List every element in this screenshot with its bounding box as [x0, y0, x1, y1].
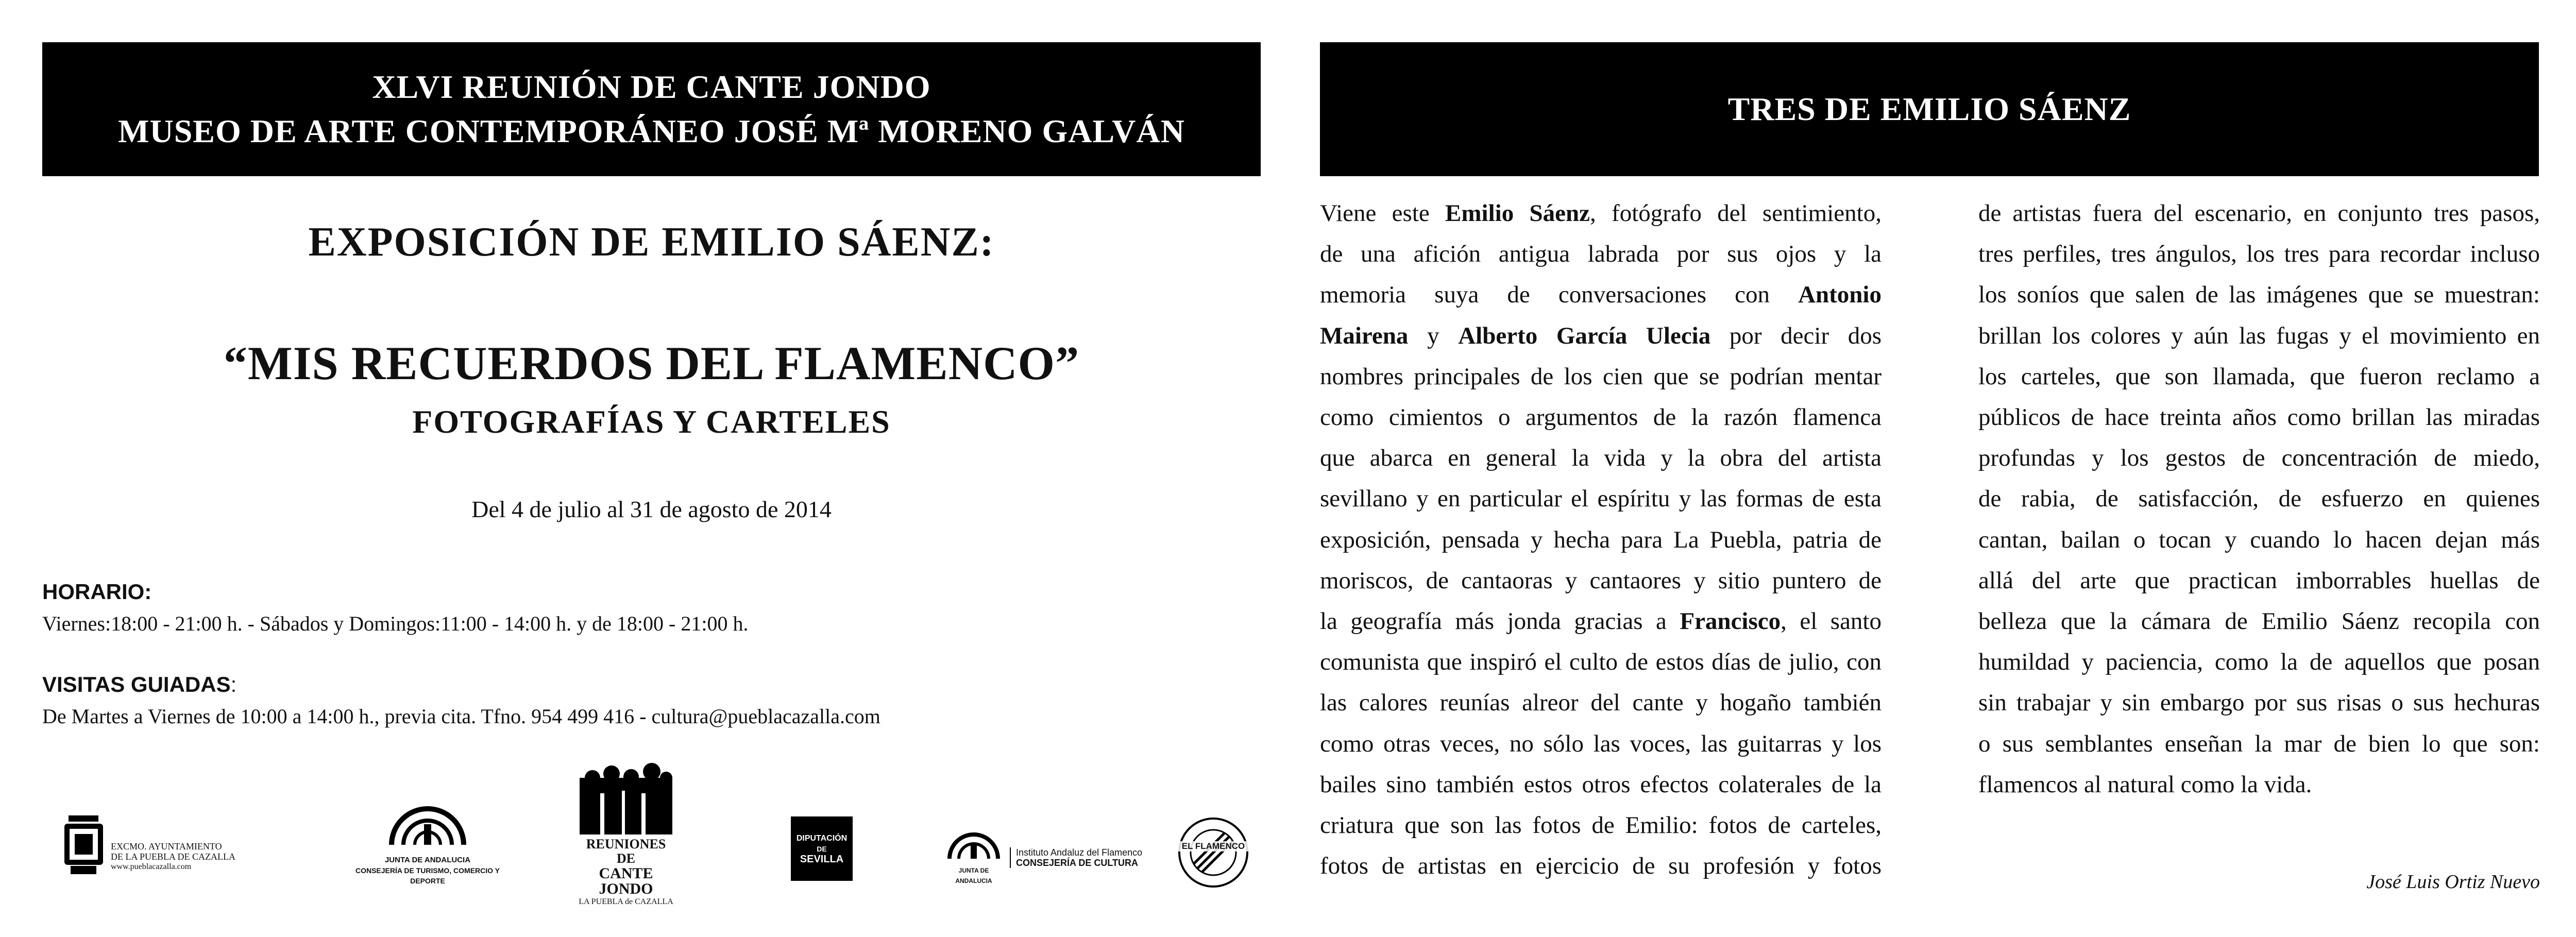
col2-line: humildad y paciencia, como la de aquellos que posan — [1978, 649, 2540, 676]
right-panel — [1319, 0, 2576, 937]
coat-of-arms-icon — [59, 811, 108, 878]
col1-line: como cimientos o argumentos de la razón flamenca — [1320, 404, 1882, 431]
junta-arch-small-icon — [945, 827, 1002, 863]
col1-line: bailes sino también estos otros efectos colaterales de la — [1320, 771, 1882, 798]
name-emilio-saenz: Emilio Sáenz — [1445, 200, 1590, 227]
junta-andalucia-turismo-logo — [350, 796, 505, 886]
name-alberto-garcia-ulecia: Alberto García Ulecia — [1458, 322, 1711, 349]
event-banner — [42, 42, 1261, 176]
col1-line: Viene este Emilio Sáenz, fotógrafo del sentimiento, — [1320, 200, 1882, 227]
col1-line: comunista que inspiró el culto de estos días de julio, con — [1320, 649, 1882, 676]
guided-visits-section — [42, 672, 1261, 728]
author-signature: José Luis Ortiz Nuevo — [2366, 871, 2540, 893]
col1-line: de una afición antigua labrada por sus ojos y la — [1320, 241, 1882, 268]
diputacion-line-3: SEVILLA — [800, 853, 844, 865]
instituto-line-2: CONSEJERÍA DE CULTURA — [1016, 858, 1139, 868]
ayuntamiento-line-1: EXCMO. AYUNTAMIENTO — [111, 841, 222, 851]
col2-line: los soníos que salen de las imágenes que se muestran: — [1978, 281, 2540, 309]
guided-visits-text: De Martes a Viernes de 10:00 a 14:00 h., previa cita. Tfno. 954 499 416 - cultura@pueblacazalla.com — [42, 705, 880, 728]
exhibition-title: “MIS RECUERDOS DEL FLAMENCO” — [223, 337, 1080, 389]
junta-arch-icon — [384, 796, 471, 853]
banner-line-2: MUSEO DE ARTE CONTEMPORÁNEO JOSÉ Mª MORENO GALVÁN — [118, 113, 1185, 149]
col2-line: o sus semblantes enseñan la mar de bien lo que son: — [1978, 730, 2540, 757]
col1-line: fotos de artistas en ejercicio de su profesión y fotos — [1320, 853, 1882, 880]
ayuntamiento-line-2: DE LA PUEBLA DE CAZALLA — [111, 851, 235, 862]
flamenco-seal-center: EL FLAMENCO — [1177, 841, 1249, 851]
reuniones-line-3: LA PUEBLA de CAZALLA — [579, 897, 673, 906]
col1-line: la geografía más jonda gracias a Francisco, el santo — [1320, 608, 1882, 635]
col1-line: sevillano y en particular el espíritu y las formas de esta — [1320, 485, 1882, 513]
col2-line: de rabia, de satisfacción, de esfuerzo en quienes — [1978, 485, 2540, 513]
col2-line: allá del arte que practican imborrables huellas de — [1978, 567, 2540, 594]
diputacion-sevilla-logo — [791, 816, 853, 881]
exhibition-dates: Del 4 de julio al 31 de agosto de 2014 — [471, 496, 832, 522]
singers-silhouette-icon — [580, 762, 672, 834]
col2-line: de artistas fuera del escenario, en conjunto tres pasos, — [1978, 200, 2540, 227]
col1-line: moriscos, de cantaoras y cantaores y sitio puntero de — [1320, 567, 1882, 594]
col1-line: Mairena y Alberto García Ulecia por decir dos — [1320, 322, 1882, 349]
schedule-text: Viernes:18:00 - 21:00 h. - Sábados y Domingos:11:00 - 14:00 h. y de 18:00 - 21:00 h. — [42, 612, 749, 635]
junta-small-name: JUNTA DE ANDALUCIA — [955, 867, 992, 884]
name-francisco: Francisco — [1680, 608, 1781, 635]
ayuntamiento-website: www.pueblacazalla.com — [111, 862, 192, 871]
col2-line: belleza que la cámara de Emilio Sáenz recopila con — [1978, 608, 2540, 635]
guided-visits-colon: : — [230, 672, 237, 696]
article-column-2 — [1978, 193, 2540, 805]
reuniones-line-2: CANTE JONDO — [599, 865, 653, 897]
col2-line: profundas y los gestos de concentración de miedo, — [1978, 445, 2540, 472]
diputacion-line-1: DIPUTACIÓN — [796, 833, 848, 843]
guided-visits-label-text: VISITAS GUIADAS — [42, 672, 231, 696]
diputacion-line-2: DE — [817, 844, 827, 853]
col1-line: criatura que son las fotos de Emilio: fotos de carteles, — [1320, 812, 1882, 839]
article-banner: TRES DE EMILIO SÁENZ — [1320, 42, 2539, 176]
junta-name: JUNTA DE ANDALUCIA — [384, 856, 471, 864]
exhibition-subtitle: FOTOGRAFÍAS Y CARTELES — [412, 403, 891, 440]
col1-line: que abarca en general la vida y la obra del artista — [1320, 445, 1882, 472]
instituto-line-1: Instituto Andaluz del Flamenco — [1016, 847, 1143, 858]
reuniones-line-1: REUNIONES DE — [586, 837, 666, 866]
col2-line: tres perfiles, tres ángulos, los tres para recordar incluso — [1978, 241, 2540, 268]
junta-department: CONSEJERÍA DE TURISMO, COMERCIO Y DEPORTE — [355, 866, 500, 885]
name-mairena: Mairena — [1320, 322, 1409, 349]
col2-line: flamencos al natural como la vida. — [1978, 771, 2312, 798]
col2-line: cantan, bailan o tocan y cuando lo hacen dejan más — [1978, 526, 2540, 553]
col2-line: sin trabajar y sin embargo por sus risas o sus hechuras — [1978, 689, 2540, 717]
name-antonio: Antonio — [1798, 281, 1882, 309]
flamenco-seal-icon — [1177, 816, 1249, 889]
article-column-1 — [1320, 193, 1882, 887]
col2-line: públicos de hace treinta años como brillan las miradas — [1978, 404, 2540, 431]
reuniones-cante-jondo-logo — [577, 762, 675, 907]
col1-line: las calores reunías alreor del cante y hogaño también — [1320, 689, 1882, 717]
banner-line-1: XLVI REUNIÓN DE CANTE JONDO — [372, 69, 931, 105]
col1-line: como otras veces, no sólo las voces, las guitarras y los — [1320, 730, 1882, 757]
col1-line: exposición, pensada y hecha para La Puebla, patria de — [1320, 526, 1882, 553]
col2-line: brillan los colores y aún las fugas y el movimiento en — [1978, 322, 2540, 349]
col1-line: nombres principales de los cien que se podrían mentar — [1320, 363, 1882, 390]
col1-line: memoria suya de conversaciones con Antonio — [1320, 281, 1882, 309]
flamenco-heritage-logo — [1177, 816, 1249, 889]
col2-line: los carteles, que son llamada, que fueron reclamo a — [1978, 363, 2540, 390]
exhibition-heading: EXPOSICIÓN DE EMILIO SÁENZ: — [308, 219, 995, 265]
schedule-section — [42, 580, 1261, 636]
schedule-label: HORARIO: — [42, 580, 152, 604]
guided-visits-label — [42, 672, 1261, 697]
